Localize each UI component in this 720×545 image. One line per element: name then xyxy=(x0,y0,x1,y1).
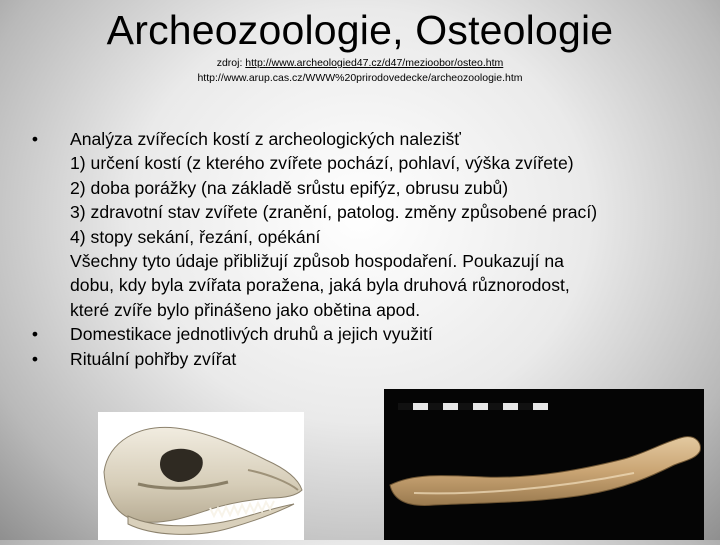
sub-line: které zvíře bylo přinášeno jako obětina apod. xyxy=(70,299,421,320)
bullet-item-domestication xyxy=(28,322,708,346)
source-citation xyxy=(0,56,720,86)
bullet-text: Domestikace jednotlivých druhů a jejich využití xyxy=(70,324,433,345)
sub-line: dobu, kdy byla zvířata poražena, jaká byla druhová různorodost, xyxy=(70,275,570,296)
sub-line: 3) zdravotní stav zvířete (zranění, patolog. změny způsobené prací) xyxy=(70,202,598,223)
bullet-text: Analýza zvířecích kostí z archeologických nalezišť xyxy=(70,129,461,149)
animal-skull-photo xyxy=(98,412,304,540)
bullet-symbol: • xyxy=(31,129,39,149)
sub-line: 1) určení kostí (z kterého zvířete pochází, pohlaví, výška zvířete) xyxy=(70,153,574,174)
bullet-list xyxy=(28,127,708,371)
sub-line: Všechny tyto údaje přibližují způsob hospodaření. Poukazují na xyxy=(70,251,564,272)
bullet-symbol: • xyxy=(31,324,39,345)
bone-illustration xyxy=(384,389,704,540)
sub-line: 2) doba porážky (na základě srůstu epifýz, obrusu zubů) xyxy=(70,177,509,198)
source-line-2: http://www.arup.cas.cz/WWW%20prirodovedecke/archeozoologie.htm xyxy=(197,72,523,84)
bullet-text: Rituální pohřby zvířat xyxy=(70,348,237,369)
slide-title: Archeozoologie, Osteologie xyxy=(106,7,614,53)
source-link-osteo[interactable]: http://www.archeologied47.cz/d47/mezioobor/osteo.htm xyxy=(245,57,504,69)
skull-illustration xyxy=(98,412,304,540)
bullet-item-ritual-burials xyxy=(28,347,708,371)
source-line-1 xyxy=(0,56,720,71)
bullet-item-analysis xyxy=(28,127,708,151)
bullet-symbol: • xyxy=(31,348,39,369)
long-bone-photo xyxy=(384,389,704,540)
scale-bar xyxy=(398,403,548,410)
source-prefix: zdroj: xyxy=(216,57,246,69)
sub-line: 4) stopy sekání, řezání, opékání xyxy=(70,226,321,247)
